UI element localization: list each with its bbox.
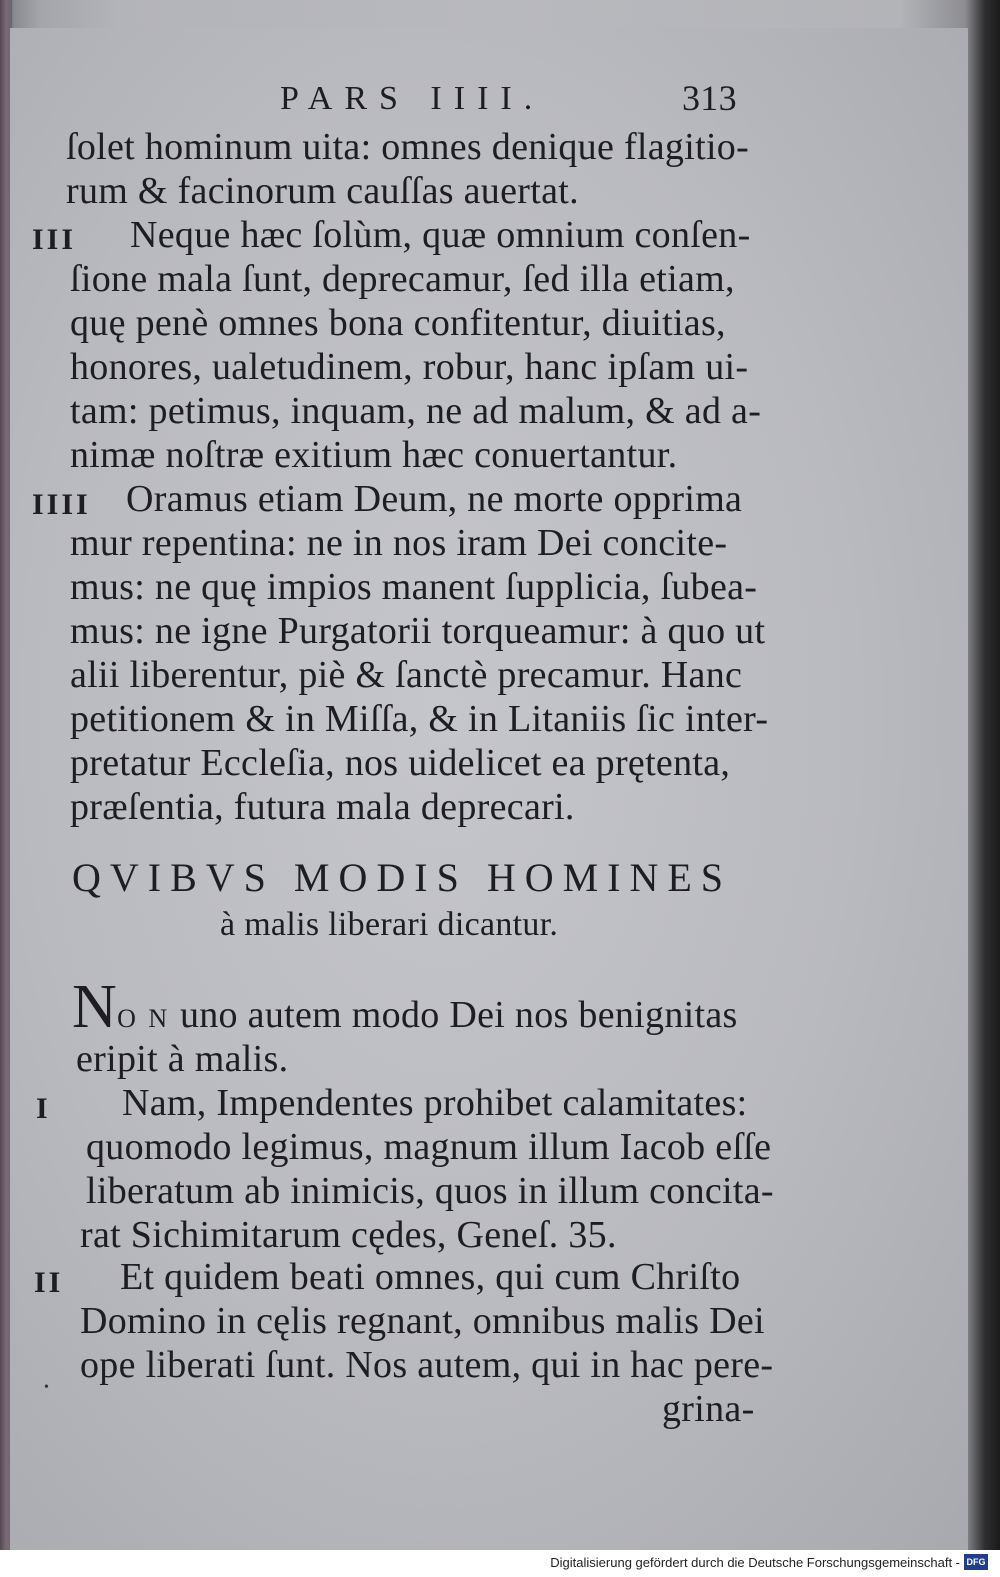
page-number: 313 (682, 78, 737, 118)
paragraph-opening (72, 973, 738, 1041)
section-heading: QVIBVS MODIS HOMINES (72, 855, 733, 900)
margin-number: IIII (32, 488, 91, 521)
text-line: ſolet hominum uita: omnes denique flagitio- (66, 126, 750, 168)
text-line: præſentia, futura mala deprecari. (70, 786, 575, 828)
margin-number: II (34, 1266, 64, 1299)
margin-number: I (36, 1092, 51, 1125)
text-line: liberatum ab inimicis, quos in illum concita- (86, 1170, 774, 1212)
text-line: Oramus etiam Deum, ne morte opprima (126, 478, 743, 520)
text-line: mus: ne igne Purgatorii torqueamur: à quo ut (70, 610, 766, 652)
text-line: quomodo legimus, magnum illum Iacob eſſe (86, 1126, 772, 1168)
text-line: pretatur Eccleſia, nos uidelicet ea prętenta, (70, 742, 731, 784)
text-line: Nam, Impendentes prohibet calamitates: (122, 1082, 748, 1124)
small-caps: O N (117, 1004, 171, 1033)
text-line: rat Sichimitarum cędes, Geneſ. 35. (80, 1214, 617, 1256)
text-line: rum & facinorum cauſſas auertat. (66, 170, 579, 212)
text-line: Domino in cęlis regnant, omnibus malis Dei (80, 1300, 765, 1342)
text-line: ope liberati ſunt. Nos autem, qui in hac pere- (80, 1344, 774, 1386)
text-line: petitionem & in Miſſa, & in Litaniis ſic inter- (70, 698, 769, 740)
text-line: mur repentina: ne in nos iram Dei concite- (70, 522, 728, 564)
text-line: eripit à malis. (76, 1038, 289, 1080)
footer-credit: Digitalisierung gefördert durch die Deutsche Forschungsgemeinschaft - (550, 1555, 960, 1570)
ink-speck: • (44, 1380, 49, 1395)
text-line: alii liberentur, piè & ſanctè precamur. Hanc (70, 654, 743, 696)
dfg-logo: DFG (964, 1554, 988, 1570)
text-line: nimæ noſtræ exitium hæc conuertantur. (70, 434, 678, 476)
drop-cap: N (72, 973, 118, 1041)
text-line: quę penè omnes bona confitentur, diuitias, (70, 302, 726, 344)
book-page (10, 28, 968, 1550)
margin-number: III (32, 223, 77, 256)
text-line: Neque hæc ſolùm, quæ omnium conſen- (130, 214, 751, 256)
catchword: grina- (662, 1388, 755, 1430)
text-line: mus: ne quę impios manent ſupplicia, ſubea- (70, 566, 758, 608)
text-line: honores, ualetudinem, robur, hanc ipſam ui- (70, 346, 749, 388)
running-head-title: PARS IIII. (280, 80, 545, 117)
text-fragment: uno autem modo Dei nos benignitas (179, 994, 738, 1036)
section-subheading: à malis liberari dicantur. (220, 906, 559, 943)
text-line: tam: petimus, inquam, ne ad malum, & ad a- (70, 390, 762, 432)
text-line: ſione mala ſunt, deprecamur, ſed illa etiam, (70, 258, 735, 300)
text-line: Et quidem beati omnes, qui cum Chriſto (120, 1256, 741, 1298)
footer-bar (0, 1550, 1000, 1577)
